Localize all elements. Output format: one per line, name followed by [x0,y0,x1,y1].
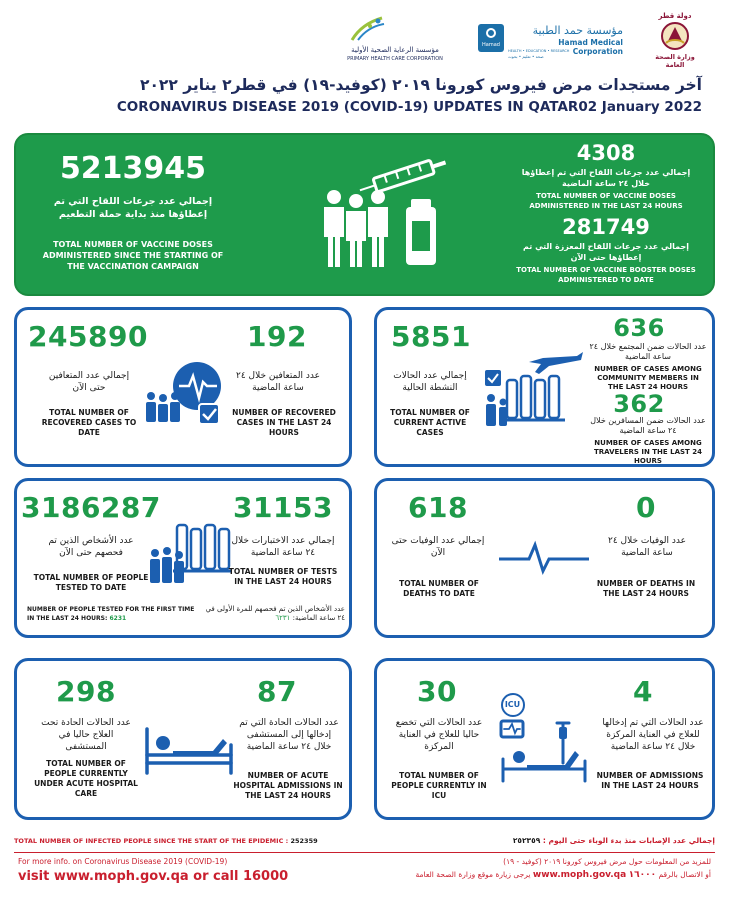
first-time-tested-arabic-value: ٦٢٣١ [275,614,291,622]
footer-more-info-arabic: للمزيد من المعلومات حول مرض فيروس كورونا ٢٠١٩ (كوفيد - ١٩) [503,857,711,866]
header-logos [330,10,720,69]
acute-admissions-arabic: عدد الحالات الحادة التي تم إدخالها إلى المستشفى خلال ٢٤ ساعة الماضية [239,718,339,752]
booster-value: 281749 [562,215,650,239]
footer-total-infected-english [14,837,394,845]
footer-visit-arabic-url[interactable]: www.moph.gov.qa [532,870,627,880]
active-cases-plane-icon [479,342,585,434]
deaths-pulse-icon [499,537,589,577]
active-total-english: TOTAL NUMBER OF CURRENT ACTIVE CASES [390,408,470,437]
tests-24h-value: 31153 [233,491,333,524]
deaths-24h-english: NUMBER OF DEATHS IN THE LAST 24 HOURS [596,579,696,598]
footer-total-infected-arabic [414,836,715,845]
active-total-arabic: إجمالي عدد الحالات النشطة الحالية [393,371,467,393]
acute-care-card [14,658,352,820]
footer-more-info-english: For more info. on Coronavirus Disease 2019 (COVID-19) [18,857,228,866]
doses-24h-arabic: إجمالي عدد جرعات اللقاح التي تم إعطاؤها خلال ٢٤ ساعة الماضية [521,168,691,188]
footer-total-infected-arabic-value: ٢٥٢٣٥٩ [512,836,541,845]
icu-badge [501,693,525,717]
first-time-tested-arabic-label: عدد الأشخاص الذين تم فحصهم للمرة الأولى في ٢٤ ساعة الماضية: [205,605,345,622]
traveler-cases-arabic: عدد الحالات ضمن المسافرين خلال ٢٤ ساعة الماضية [590,416,706,435]
phcc-logo [330,10,460,66]
footer-total-infected-arabic-label: إجمالي عدد الإصابات منذ بدء الوباء حتى اليوم : [542,836,715,845]
recovered-total-english: TOTAL NUMBER OF RECOVERED CASES TO DATE [41,408,137,437]
icu-badge-label: ICU [504,700,521,709]
footer-visit-arabic-start: يرجى زيارة موقع وزارة الصحة العامة [415,870,531,879]
recovered-card [14,307,352,467]
deaths-24h-arabic: عدد الوفيات خلال ٢٤ ساعة الماضية [608,536,686,558]
title-arabic: آخر مستجدات مرض فيروس كورونا ٢٠١٩ (كوفيد-١٩) في قطر٢ يناير ٢٠٢٢ [140,76,702,94]
people-tested-arabic: عدد الأشخاص الذين تم فحصهم حتى الآن [48,536,134,558]
hmc-logo [478,24,623,60]
footer-divider [14,852,715,853]
hmc-logo-badge [478,24,504,52]
icu-card [374,658,715,820]
deaths-24h-value: 0 [636,491,656,524]
icu-admissions-english: NUMBER OF ADMISSIONS IN THE LAST 24 HOURS [596,771,704,790]
title-english: CORONAVIRUS DISEASE 2019 (COVID-19) UPDATES IN QATAR02 January 2022 [116,99,702,115]
deaths-card [374,478,715,638]
tests-lab-icon [147,521,231,589]
phcc-logo-arabic: مؤسسة الرعاية الصحية الأولية [351,46,439,54]
vaccination-people-syringe-icon [314,157,454,277]
vaccination-card [14,133,715,296]
footer-total-infected [14,835,715,849]
moph-logo [645,12,705,69]
people-tested-value: 3186287 [21,491,161,524]
first-time-tested-arabic [205,605,345,623]
hmc-logo-tagline: HEALTH • EDUCATION • RESEARCH [508,49,570,53]
traveler-cases-english: NUMBER OF CASES AMONG TRAVELERS IN THE LAST 24 HOURS [593,439,703,465]
icu-current-arabic: عدد الحالات التي تخضع حاليا للعلاج في العناية المركزة [395,718,483,752]
footer-visit-arabic-end: أو الاتصال بالرقم [658,870,711,879]
recovered-24h-english: NUMBER OF RECOVERED CASES IN THE LAST 24 HOURS [232,408,336,437]
deaths-total-value: 618 [408,491,468,524]
moph-logo-arabic: وزارة الصحة العامة [655,53,695,69]
icu-admissions-value: 4 [633,675,653,708]
footer-visit-english[interactable]: visit www.moph.gov.qa or call 16000 [18,869,289,884]
icu-current-value: 30 [417,675,457,708]
total-doses-english: TOTAL NUMBER OF VACCINE DOSES ADMINISTERED SINCE THE STARTING OF THE VACCINATION CAMPAIGN [42,240,224,271]
acute-current-value: 298 [56,675,116,708]
hmc-badge-symbol [486,28,496,38]
people-tested-english: TOTAL NUMBER OF PEOPLE TESTED TO DATE [33,573,149,592]
community-cases-english: NUMBER OF CASES AMONG COMMUNITY MEMBERS IN THE LAST 24 HOURS [594,365,702,391]
moph-logo-top: دولة قطر [658,12,692,20]
icu-current-english: TOTAL NUMBER OF PEOPLE CURRENTLY IN ICU [391,771,487,800]
icu-admissions-arabic: عدد الحالات التي تم إدخالها للعلاج في العناية المركزة خلال ٢٤ ساعة الماضية [602,718,704,752]
active-total-value: 5851 [391,320,471,353]
booster-arabic: إجمالي عدد جرعات اللقاح المعززة التي تم إعطاؤها حتى الآن [523,242,689,262]
acute-admissions-english: NUMBER OF ACUTE HOSPITAL ADMISSIONS IN THE LAST 24 HOURS [233,771,343,800]
community-cases-value: 636 [613,314,665,342]
moph-emblem-icon [660,21,690,51]
doses-24h-english: TOTAL NUMBER OF VACCINE DOSES ADMINISTERED IN THE LAST 24 HOURS [529,192,683,210]
deaths-total-arabic: إجمالي عدد الوفيات حتى الآن [391,536,485,558]
total-doses-value: 5213945 [59,151,207,186]
traveler-cases-value: 362 [613,390,665,418]
recovered-24h-value: 192 [247,320,307,353]
acute-current-english: TOTAL NUMBER OF PEOPLE CURRENTLY UNDER ACUTE HOSPITAL CARE [34,759,138,798]
first-time-tested-english [27,605,197,623]
first-time-tested-english-label: NUMBER OF PEOPLE TESTED FOR THE FIRST TIME IN THE LAST 24 HOURS: [27,606,195,622]
doses-24h-value: 4308 [576,141,636,165]
community-cases-arabic: عدد الحالات ضمن المجتمع خلال ٢٤ ساعة الماضية [589,342,707,361]
hmc-logo-english: Hamad Medical Corporation [558,38,623,56]
hmc-logo-arabic: مؤسسة حمد الطبية [532,24,623,37]
tests-24h-english: TOTAL NUMBER OF TESTS IN THE LAST 24 HOURS [228,567,338,586]
phcc-logo-english: PRIMARY HEALTH CARE CORPORATION [347,56,443,62]
recovered-total-arabic: إجمالي عدد المتعافين حتى الآن [48,371,130,393]
recovered-heart-monitor-icon [141,356,233,430]
active-cases-card [374,307,715,467]
recovered-total-value: 245890 [28,320,148,353]
hmc-logo-tagline-arabic: صحة • تعليم • بحوث [508,54,544,59]
tests-card [14,478,352,638]
deaths-total-english: TOTAL NUMBER OF DEATHS TO DATE [399,579,479,598]
icu-bed-monitor-icon [497,719,589,785]
acute-current-arabic: عدد الحالات الحادة تحت العلاج حاليا في المستشفى [41,718,131,752]
hospital-bed-icon [143,721,235,777]
footer-visit-arabic [360,870,711,880]
footer-total-infected-value: 252359 [290,837,318,845]
total-doses-arabic: إجمالي عدد جرعات اللقاح التي تم إعطاؤها منذ بداية حملة التطعيم [53,196,213,220]
phcc-logo-icon [348,16,388,44]
recovered-24h-arabic: عدد المتعافين خلال ٢٤ ساعة الماضية [236,371,320,393]
booster-english: TOTAL NUMBER OF VACCINE BOOSTER DOSES ADMINISTERED TO DATE [516,266,696,284]
first-time-tested-value: 6231 [109,615,127,622]
tests-24h-arabic: إجمالي عدد الاختبارات خلال ٢٤ ساعة الماضية [231,536,335,558]
acute-admissions-value: 87 [257,675,297,708]
hmc-badge-text: Hamad [482,42,500,48]
footer-visit-arabic-phone[interactable]: ١٦٠٠٠ [628,870,657,880]
footer-total-infected-english-label: TOTAL NUMBER OF INFECTED PEOPLE SINCE THE START OF THE EPIDEMIC : [14,837,289,845]
